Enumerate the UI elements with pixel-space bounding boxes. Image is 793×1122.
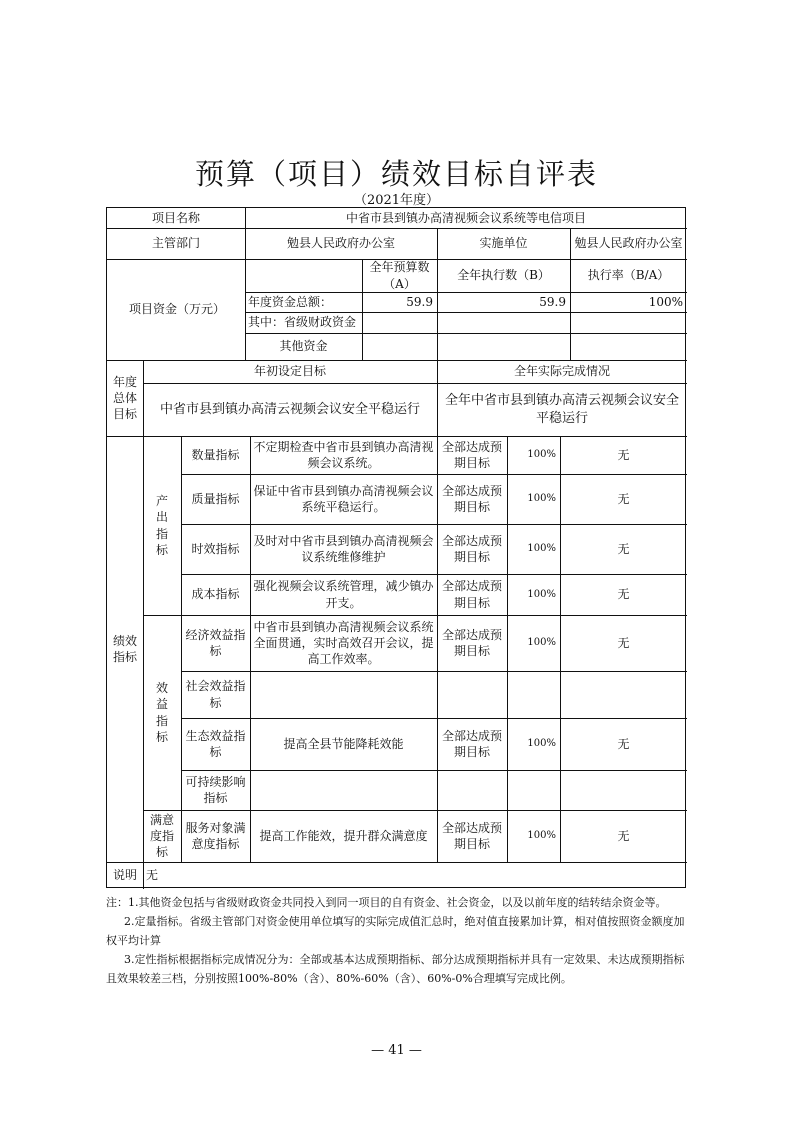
footnotes — [106, 893, 688, 988]
indicator-rate: 100% — [527, 738, 556, 750]
indicator-rate — [507, 770, 560, 810]
indicator-name: 可持续影响指标 — [185, 774, 246, 805]
indicator-target: 提高工作能效，提升群众满意度 — [259, 828, 428, 843]
indicator-target: 不定期检查中省市县到镇办高清视频会议系统。 — [253, 439, 434, 470]
dept-label: 主管部门 — [151, 236, 200, 251]
overall-col-actual: 全年实际完成情况 — [513, 364, 610, 379]
page-number: — 41 — — [371, 1043, 422, 1058]
overall-label: 年度总体目标 — [112, 374, 137, 422]
indicator-rate: 100% — [527, 493, 556, 505]
indicator-rate: 100% — [527, 588, 556, 600]
funds-label: 项目资金（万元） — [129, 302, 226, 317]
dept-value: 勉县人民政府办公室 — [286, 236, 395, 251]
indicator-status: 全部达成预期目标 — [441, 627, 502, 658]
indicator-name: 质量指标 — [191, 491, 240, 506]
funds-provincial-label: 其中：省级财政资金 — [248, 315, 357, 330]
indicator-target: 中省市县到镇办高清视频会议系统全面贯通，实时高效召开会议，提高工作效率。 — [253, 619, 434, 667]
indicator-note: 无 — [617, 828, 630, 843]
indicator-name: 服务对象满意度指标 — [185, 820, 246, 851]
indicator-rate: 100% — [527, 449, 556, 461]
indicator-target — [250, 671, 437, 718]
funds-col-budget: 全年预算数（A） — [369, 260, 430, 291]
remark-label: 说明 — [112, 867, 137, 882]
indicator-rate: 100% — [527, 830, 556, 842]
funds-col-rate: 执行率（B/A） — [587, 268, 670, 283]
indicator-note: 无 — [617, 736, 630, 751]
output-indicators-label: 产出指标 — [155, 494, 168, 557]
funds-total-exec: 59.9 — [539, 294, 566, 309]
indicator-status: 全部达成预期目标 — [441, 579, 502, 610]
indicator-rate — [507, 671, 560, 718]
funds-other-label: 其他资金 — [279, 339, 328, 354]
overall-target: 中省市县到镇办高清云视频会议安全平稳运行 — [159, 401, 420, 417]
indicator-status — [437, 770, 507, 810]
indicator-note — [560, 770, 687, 810]
indicator-name: 时效指标 — [191, 541, 240, 556]
indicator-rate: 100% — [527, 637, 556, 649]
indicator-name: 成本指标 — [191, 587, 240, 602]
footnote: 2.定量指标。省级主管部门对资金使用单位填写的实际完成值汇总时，绝对值直接累加计算，相对值按照资金额度加权平均计算 — [106, 915, 685, 947]
indicator-target: 保证中省市县到镇办高清视频会议系统平稳运行。 — [253, 483, 434, 514]
funds-total-rate: 100% — [648, 294, 683, 309]
indicator-note: 无 — [617, 541, 630, 556]
indicator-target — [250, 770, 437, 810]
indicator-name: 社会效益指标 — [185, 679, 246, 710]
evaluation-table — [106, 207, 686, 888]
indicator-target: 强化视频会议系统管理，减少镇办开支。 — [253, 579, 434, 610]
indicator-target: 及时对中省市县到镇办高清视频会议系统维修维护 — [253, 533, 434, 564]
funds-total-budget: 59.9 — [406, 294, 433, 309]
remark-value: 无 — [146, 867, 159, 882]
indicator-note: 无 — [617, 491, 630, 506]
indicator-status: 全部达成预期目标 — [441, 533, 502, 564]
indicator-name: 生态效益指标 — [185, 728, 246, 759]
footnote: 3.定性指标根据指标完成情况分为：全部或基本达成预期指标、部分达成预期指标并具有一定效果、未达成预期指标且效果较差三档，分别按照100%-80%（含）、80%-60%（含）、60%-0%合理填写完成比例。 — [106, 953, 685, 985]
year-subtitle: （2021年度） — [353, 193, 440, 208]
indicator-rate: 100% — [527, 543, 556, 555]
funds-total-label: 年度资金总额： — [248, 294, 333, 309]
impl-unit-label: 实施单位 — [479, 236, 528, 251]
project-name-value: 中省市县到镇办高清视频会议系统等电信项目 — [345, 210, 586, 225]
indicator-status: 全部达成预期目标 — [441, 728, 502, 759]
indicators-label: 绩效指标 — [113, 633, 138, 664]
indicator-target: 提高全县节能降耗效能 — [283, 736, 404, 751]
funds-col-exec: 全年执行数（B） — [457, 268, 550, 283]
indicator-note — [560, 671, 687, 718]
overall-col-target: 年初设定目标 — [253, 364, 326, 379]
indicator-note: 无 — [617, 447, 630, 462]
indicator-note: 无 — [617, 635, 630, 650]
overall-actual: 全年中省市县到镇办高清云视频会议安全平稳运行 — [444, 392, 679, 426]
indicator-name: 经济效益指标 — [185, 627, 246, 658]
indicator-name: 数量指标 — [191, 447, 240, 462]
indicator-status: 全部达成预期目标 — [441, 820, 502, 851]
indicator-status — [437, 671, 507, 718]
benefit-indicators-label: 效益指标 — [155, 681, 168, 744]
satisfaction-indicators-label: 满意度指标 — [149, 812, 174, 860]
footnote: 注：1.其他资金包括与省级财政资金共同投入到同一项目的自有资金、社会资金，以及以前年度的结转结余资金等。 — [106, 896, 667, 909]
indicator-status: 全部达成预期目标 — [441, 483, 502, 514]
project-name-label: 项目名称 — [151, 210, 200, 225]
indicator-note: 无 — [617, 587, 630, 602]
indicator-status: 全部达成预期目标 — [441, 439, 502, 470]
impl-unit-value: 勉县人民政府办公室 — [574, 236, 683, 251]
page-title: 预算（项目）绩效目标自评表 — [194, 157, 598, 191]
